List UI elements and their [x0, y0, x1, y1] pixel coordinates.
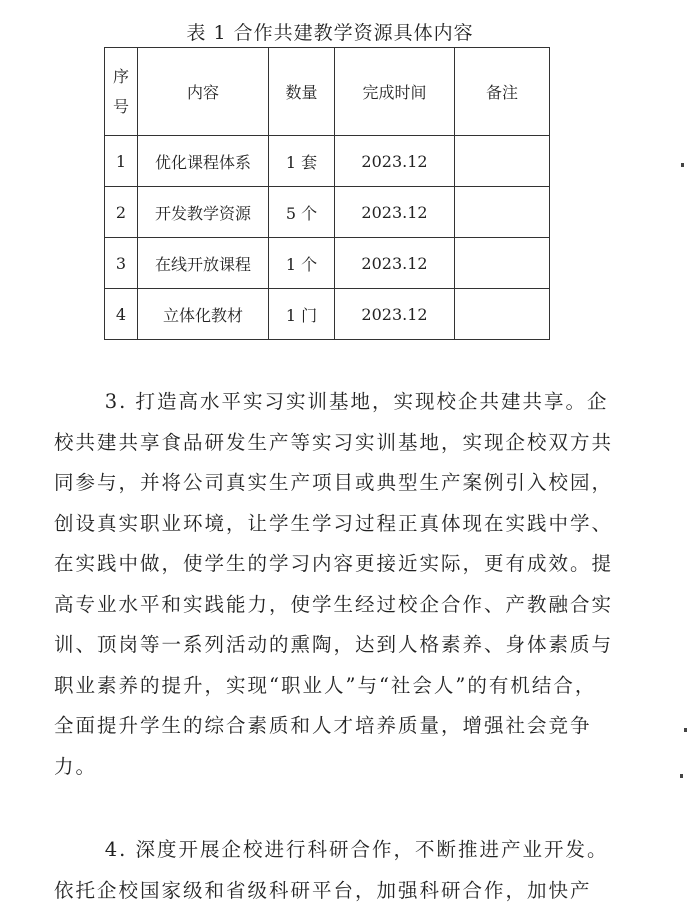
- scan-speck: [684, 728, 687, 732]
- scan-speck: [681, 163, 684, 167]
- cell-seq: 1: [105, 136, 138, 187]
- table-row: [105, 136, 550, 187]
- cell-remarks: [455, 289, 550, 340]
- table-row: [105, 187, 550, 238]
- cell-remarks: [455, 238, 550, 289]
- cell-content: 开发教学资源: [138, 187, 269, 238]
- cell-quantity: 1 门: [269, 289, 335, 340]
- body-paragraph: 4. 深度开展企校进行科研合作，不断推进产业开发。依托企校国家级和省级科研平台，加强科研合作，加快产: [54, 838, 609, 902]
- body-paragraph: 3. 打造高水平实习实训基地，实现校企共建共享。企校共建共享食品研发生产等实习实训基地，实现企校双方共同参与，并将公司真实生产项目或典型生产案例引入校园，创设真实职业环境，让学生学习过程正真体现在实践中学、在实践中做，使学生的学习内容更接近实际，更有成效。提高专业水平和实践能力，使学生经过校企合作、产教融合实训、顶岗等一系列活动的熏陶，达到人格素养、身体素质与职业素养的提升，实现“职业人”与“社会人”的有机结合，全面提升学生的综合素质和人才培养质量，增强社会竞争力。: [54, 390, 614, 778]
- cell-seq: 2: [105, 187, 138, 238]
- cell-remarks: [455, 187, 550, 238]
- cell-completion: 2023.12: [335, 136, 455, 187]
- header-quantity: 数量: [269, 48, 335, 136]
- cell-seq: 4: [105, 289, 138, 340]
- header-remarks: 备注: [455, 48, 550, 136]
- cell-remarks: [455, 136, 550, 187]
- cell-seq: 3: [105, 238, 138, 289]
- resource-table: [104, 47, 550, 340]
- cell-content: 立体化教材: [138, 289, 269, 340]
- table-header-row: [105, 48, 550, 136]
- header-content: 内容: [138, 48, 269, 136]
- cell-quantity: 1 个: [269, 238, 335, 289]
- header-seq: 序号: [105, 48, 138, 136]
- cell-content: 在线开放课程: [138, 238, 269, 289]
- cell-quantity: 1 套: [269, 136, 335, 187]
- cell-completion: 2023.12: [335, 238, 455, 289]
- header-completion: 完成时间: [335, 48, 455, 136]
- scan-speck: [680, 774, 683, 778]
- table-row: [105, 289, 550, 340]
- cell-content: 优化课程体系: [138, 136, 269, 187]
- cell-completion: 2023.12: [335, 289, 455, 340]
- cell-completion: 2023.12: [335, 187, 455, 238]
- cell-quantity: 5 个: [269, 187, 335, 238]
- table-caption: 表 1 合作共建教学资源具体内容: [186, 22, 474, 44]
- table-row: [105, 238, 550, 289]
